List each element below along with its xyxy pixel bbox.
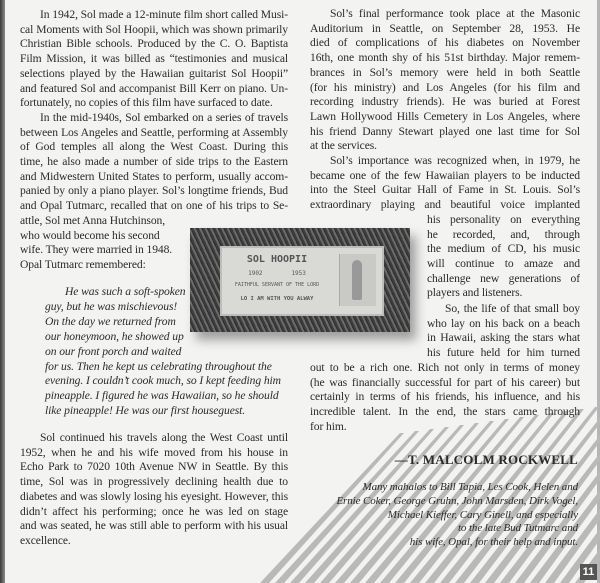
text-line: and was seated, he was still able to perform with his usual [20,519,288,533]
text-line: his personality on everything [427,212,580,226]
grave-marker [220,246,384,316]
quote-line: On the day we returned from [45,314,176,328]
text-line: became one of the few Hawaiian players to be inducted [310,168,580,182]
grave-years: 1902 1953 [248,270,306,277]
quote-line: guy, but he was mischievous! [45,299,178,313]
text-line: his future held for him turned [427,346,580,360]
text-line: 16th, one month shy of his 51st birthday. Major remem- [310,51,580,65]
text-line: Opal Tutmarc remembered: [20,257,146,271]
text-line: and Midwestern United States to perform, usually accom- [20,169,288,183]
text-line: In 1942, Sol made a 12-minute film short called Musi- [40,8,288,21]
text-line: died of complications of his diabetes on November [310,36,580,50]
text-line: diabetes and was slowly losing his eyesight. However, this [20,489,288,503]
text-line: Sol’s final performance took place at the Masonic [330,7,580,20]
gravestone-photo [190,228,410,332]
text-line: So, the life of that small boy [445,302,580,315]
text-line: didn’t affect his performing; once he was led on stage [20,504,288,518]
text-line: recording industry friends). He was buried at Forest [310,95,580,109]
quote-line: like pineapple! He was our first houseguest. [45,404,246,418]
text-line: Lawn Hollywood Hills Cemetery in Los Angeles, where [310,109,580,123]
text-line: (he was financially successful for part of his career) but [310,375,580,389]
text-line: Film Mission, it was billed as “testimonies and musical [20,52,288,66]
quote-line: for us. Then he kept us celebrating throughout the [45,359,272,373]
acknowledgment-line: to the late Bud Tutmarc and [457,522,578,535]
quote-line: He was such a soft-spoken [65,285,186,298]
text-line: excellence. [20,533,71,547]
text-line: and featured Sol and accompanist Bill Kerr on piano. Un- [20,81,288,95]
text-line: Sol’s importance was recognized when, in 1979, he [330,154,580,167]
quote-line: evening. I couldn’t cook much, so I kept feeding him [45,374,281,388]
text-line: time, he also made a number of side trips to the Eastern [20,155,288,168]
text-line: Sol continued his travels along the West Coast until [40,431,288,444]
quote-line: on our front porch and waited [45,344,182,358]
text-line: Christian Bible schools. Produced by the C. O. Baptista [20,37,288,51]
acknowledgment-line: Ernie Coker, George Gruhn, John Marsden, Dirk Vogel, [336,494,578,507]
grave-name: SOL HOOPII [246,254,308,265]
text-line: time, Sol was in progressively declining health due to [20,475,288,489]
text-line: in Hawaii, asking the stars what [427,331,580,345]
text-line: panied by only a piano player. Sol’s longtime friends, Bud [20,184,288,198]
text-line: 1952, when he and his wife moved from his house in [20,445,288,459]
page-number: 11 [580,564,597,580]
text-line: brances in Sol’s memory were held in both Seattle [310,65,580,79]
text-line: certainly in terms of his friends, his influence, and his [310,390,580,404]
text-line: of God temples all along the West Coast. During this [20,140,288,154]
acknowledgment-line: Many mahalos to Bill Tapia, Les Cook, Helen and [362,481,578,493]
grave-epitaph-2: LO I AM WITH YOU ALWAY [240,296,314,302]
text-line: attle, Sol met Anna Hutchinson, [20,213,166,227]
statue-figure-icon [339,254,376,306]
text-line: between Los Angeles and Seattle, performing at Assembly [20,125,288,139]
text-line: at the services. [310,139,377,153]
quote-line: pineapple. I figured he was Hawaiian, so he should [45,389,279,403]
text-line: his friend Danny Stewart played one last time for Sol [310,124,580,138]
quote-line: our honeymoon, he showed up [45,329,184,343]
text-line: who lay on his back on a beach [427,316,580,330]
text-line: fortunately, no copies of this film have surfaced to date. [20,96,273,110]
text-line: In the mid-1940s, Sol embarked on a series of travels [40,110,288,124]
text-line: challenge new generations of [427,271,580,285]
text-line: players and listeners. [427,286,523,300]
acknowledgment-line: Michael Kieffer, Cary Ginell, and especially [387,508,578,521]
acknowledgment-line: his wife, Opal, for their help and input. [409,536,578,549]
text-line: the medium of CD, his music [427,242,580,256]
text-line: for him. [310,419,347,433]
text-line: and Opal Tutmarc, recalled that on one of his trips to Se- [20,199,288,213]
text-line: Echo Park to 7020 10th Avenue NW in Seattle. By this [20,460,288,474]
text-line: into the Steel Guitar Hall of Fame in St. Louis. Sol’s [310,183,580,197]
text-line: who would become his second [20,228,160,242]
text-line: cal Moments with Sol Hoopii, which was shown primarily [20,22,288,36]
text-line: wife. They were married in 1948. [20,243,173,257]
text-line: incredible talent. In the end, the stars came through [310,404,580,418]
text-line: extraordinary playing and beautiful voice implanted [310,198,580,212]
text-line: selections played by the Hawaiian guitarist Sol Hoopii” [20,66,288,80]
grave-epitaph-1: FAITHFUL SERVANT OF THE LORD [234,282,320,288]
text-line: Auditorium in Seattle, on September 28, 1953. He [310,21,580,35]
text-line: he recorded, and, through [427,227,580,241]
text-line: will continue to amaze and [427,256,580,270]
author-signature: —T. MALCOLM ROCKWELL [394,452,578,467]
text-line: (for his ministry) and Los Angeles (for his film and [310,80,580,94]
text-line: out to be a rich one. Rich not only in terms of money [310,360,580,374]
